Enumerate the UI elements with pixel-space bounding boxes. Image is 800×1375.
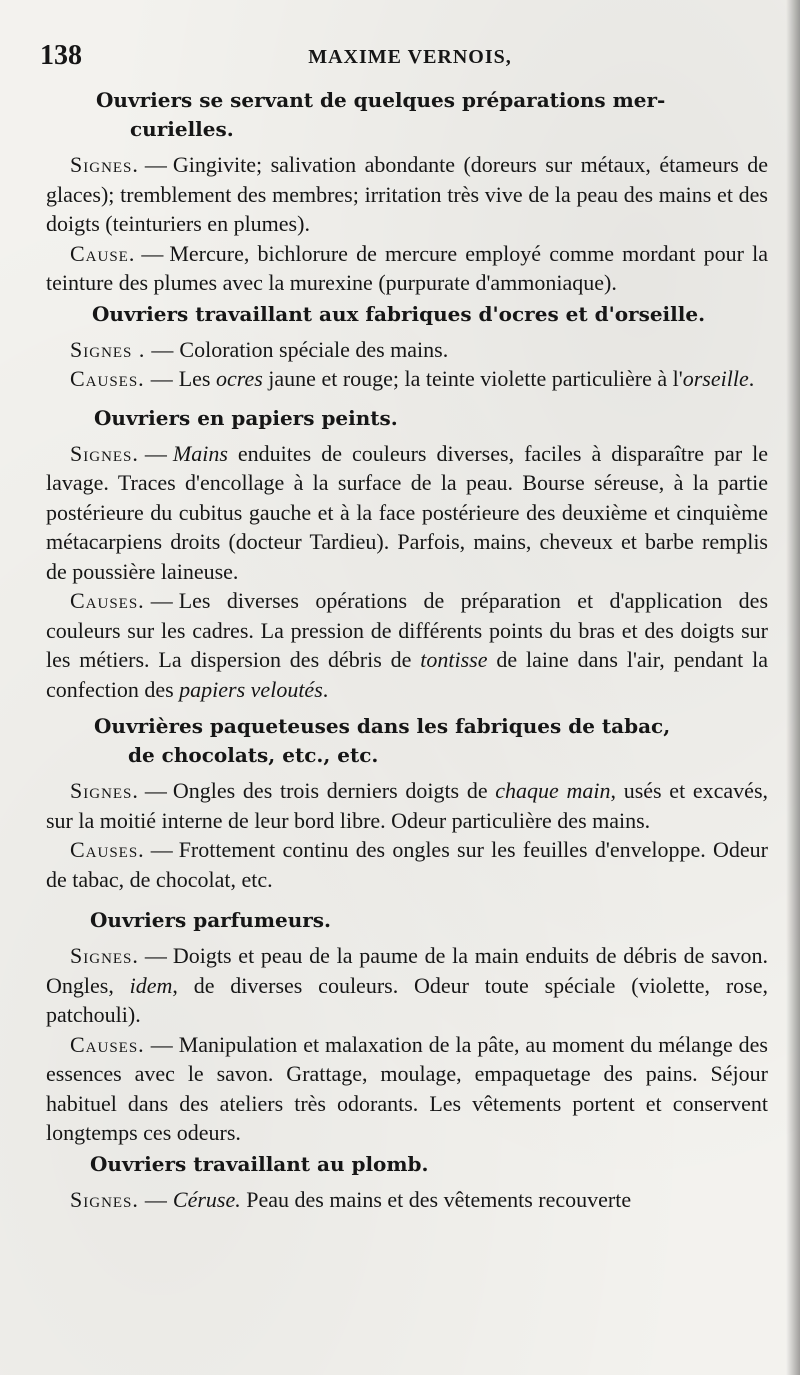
heading-line: Ouvriers parfumeurs.: [90, 908, 332, 932]
signes-paragraph: [46, 150, 768, 239]
section-heading: [90, 906, 768, 935]
heading-line: curielles.: [130, 117, 234, 141]
signes-text: Peau des mains et des vêtements recouverte: [246, 1186, 632, 1212]
cause-italic: ocres: [215, 366, 263, 391]
heading-line: Ouvriers travaillant au plomb.: [90, 1151, 429, 1176]
cause-text: .: [748, 366, 755, 391]
cause-label: Causes.: [70, 1031, 145, 1057]
cause-label: Causes.: [70, 837, 145, 862]
dash: —: [144, 440, 167, 466]
cause-paragraph: [46, 364, 768, 394]
dash: —: [144, 943, 167, 968]
signes-text: Coloration spéciale des mains.: [179, 336, 449, 362]
cause-italic: papiers veloutés: [179, 676, 323, 702]
cause-text: .: [322, 676, 329, 702]
signes-label: Signes.: [70, 943, 139, 968]
cause-label: Cause.: [70, 240, 136, 266]
cause-text: Manipulation et malaxation de la pâte, au moment du mélange des essences avec le savon. Grattage, moulage, empaquetage des pains. Séjour habituel dans des ateliers très odorants. Les vêtements portent et conservent longtemps ces odeurs.: [46, 1031, 768, 1145]
signes-label: Signes .: [70, 336, 146, 362]
signes-text: Ongles des trois derniers doigts de: [172, 778, 488, 803]
signes-text: Doigts et peau de la paume de la main enduits de débris de savon. Ongles,: [46, 943, 768, 998]
signes-label: Signes.: [70, 440, 139, 466]
cause-paragraph: [46, 1030, 768, 1148]
cause-text: Les: [178, 366, 211, 391]
dash: —: [141, 240, 164, 266]
heading-line: de chocolats, etc., etc.: [128, 743, 379, 767]
signes-paragraph: [46, 941, 768, 1030]
dash: —: [150, 588, 173, 613]
signes-italic: idem: [129, 972, 173, 998]
cause-text: Mercure, bichlorure de mercure employé comme mordant pour la teinture des plumes avec la murexine (purpurate d'ammoniaque).: [46, 240, 768, 295]
section-heading: [94, 712, 768, 770]
signes-text: Gingivite; salivation abondante (doreurs sur métaux, étameurs de glaces); tremblement des membres; irritation très vive de la peau des mains et des doigts (teinturiers en plumes).: [46, 152, 768, 236]
cause-paragraph: [46, 586, 768, 704]
dash: —: [144, 778, 167, 803]
section-heading: [96, 86, 768, 144]
signes-paragraph: [46, 776, 768, 835]
cause-text: jaune et rouge; la teinte violette particulière à l': [268, 366, 683, 391]
heading-line: Ouvrières paqueteuses dans les fabriques de tabac,: [94, 714, 671, 738]
signes-text: , usés et excavés, sur la moitié interne de leur bord libre. Odeur particulière des mains.: [46, 778, 769, 833]
section-heading: [92, 300, 768, 329]
heading-line: Ouvriers en papiers peints.: [94, 405, 398, 430]
page-body: [46, 84, 768, 1214]
cause-label: Causes.: [70, 588, 145, 613]
signes-italic: Mains: [172, 440, 228, 466]
signes-paragraph: [46, 335, 768, 365]
cause-italic: tontisse: [420, 647, 488, 672]
dash: —: [150, 837, 173, 862]
signes-italic: Céruse.: [172, 1186, 241, 1212]
signes-italic: chaque main: [495, 778, 611, 803]
page-number: 138: [40, 40, 82, 71]
cause-paragraph: [46, 835, 768, 894]
dash: —: [150, 366, 173, 391]
dash: —: [151, 336, 174, 362]
heading-line: Ouvriers se servant de quelques préparations mer-: [96, 88, 666, 112]
cause-paragraph: [46, 239, 768, 298]
cause-label: Causes.: [70, 366, 145, 391]
signes-label: Signes.: [70, 1186, 139, 1212]
signes-paragraph: [46, 1185, 768, 1215]
dash: —: [144, 152, 167, 177]
signes-label: Signes.: [70, 778, 139, 803]
cause-italic: orseille: [682, 366, 749, 391]
signes-paragraph: [46, 439, 768, 587]
running-head: [40, 40, 780, 80]
cause-text: de laine dans l'air, pendant la confection des: [46, 647, 768, 702]
cause-text: Les diverses opérations de préparation et d'application des couleurs sur les cadres. La pression de différents points du bras et des doigts sur les métiers. La dispersion des débris de: [46, 588, 768, 672]
page-edge-shadow: [786, 0, 800, 1375]
cause-text: Frottement continu des ongles sur les feuilles d'enveloppe. Odeur de tabac, de chocolat, etc.: [46, 837, 768, 892]
heading-line: Ouvriers travaillant aux fabriques d'ocres et d'orseille.: [92, 301, 706, 326]
dash: —: [150, 1031, 173, 1057]
dash: —: [144, 1186, 167, 1212]
section-heading: [90, 1150, 768, 1179]
signes-text: , de diverses couleurs. Odeur toute spéciale (violette, rose, patchouli).: [46, 972, 769, 1027]
running-title: MAXIME VERNOIS,: [308, 46, 512, 68]
section-heading: [94, 404, 768, 433]
signes-text: enduites de couleurs diverses, faciles à disparaître par le lavage. Traces d'encollage à la surface de la peau. Bourse séreuse, à la partie postérieure du cubitus gauche et à la face postérieure des deuxième et cinquième métacarpiens droits (docteur Tardieu). Parfois, mains, cheveux et barbe remplis de poussière laineuse.: [46, 440, 769, 584]
signes-label: Signes.: [70, 152, 139, 177]
